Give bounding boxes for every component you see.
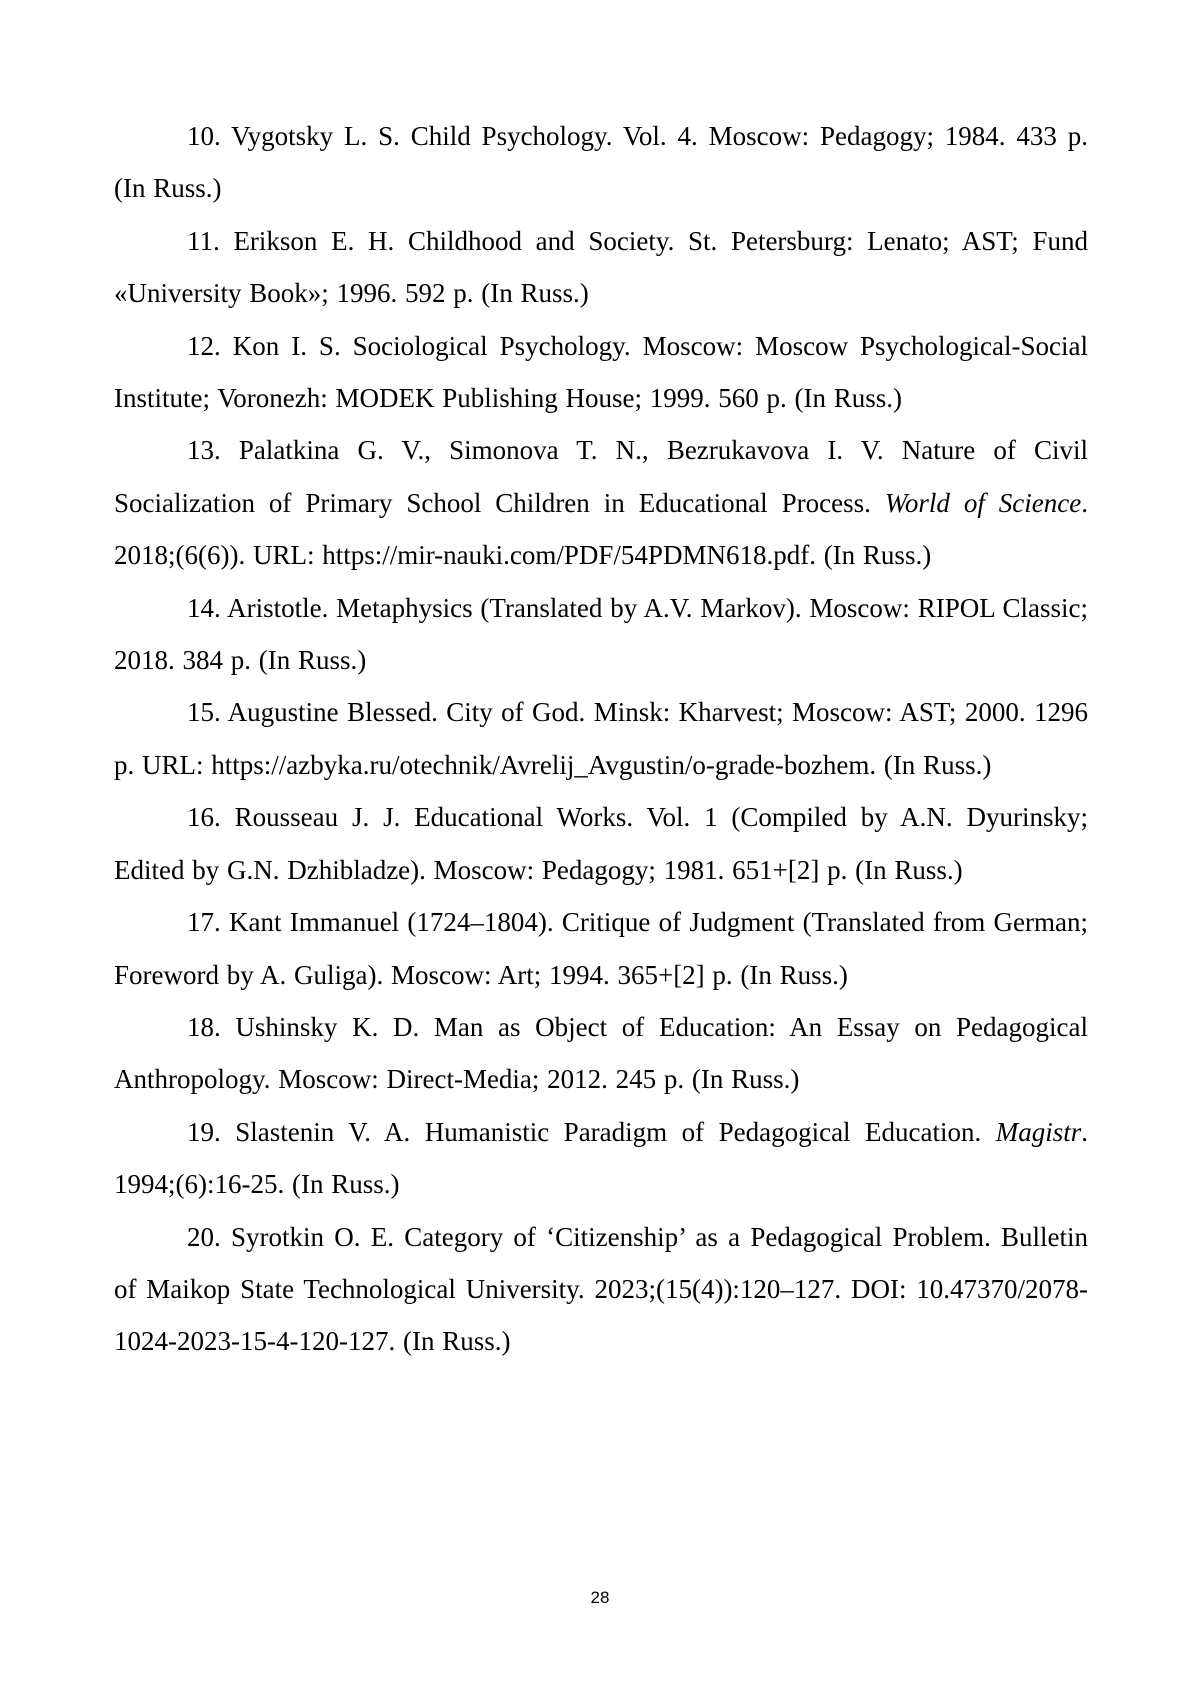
reference-text: Augustine Blessed. City of God. Minsk: Kharvest; Moscow: AST; 2000. 1296 p. URL: https://azbyka.ru/otechnik/Avrelij_Avgustin/o-grade-bozhem. (In Russ.) (114, 697, 1088, 780)
reference-item (114, 215, 1088, 320)
reference-text: Vygotsky L. S. Child Psychology. Vol. 4. Moscow: Pedagogy; 1984. 433 p. (In Russ.) (114, 121, 1089, 204)
reference-item (114, 1211, 1088, 1368)
reference-number: 14. (187, 592, 221, 623)
page-number: 28 (590, 1588, 610, 1607)
reference-number: 10. (187, 121, 221, 151)
reference-number: 11. (187, 225, 220, 256)
reference-text-tail: . 1994;(6):16-25. (In Russ.) (114, 1116, 1088, 1200)
reference-item (114, 424, 1088, 581)
journal-title: Magistr (995, 1116, 1082, 1147)
reference-text: Syrotkin O. E. Category of ‘Citizenship’ as a Pedagogical Problem. Bulletin of Maikop State Technological University. 2023;(15(4)):120–127. DOI: 10.47370/2078-1024-2023-15-4-120-127. (In Russ.) (114, 1221, 1089, 1357)
reference-item (114, 896, 1088, 1001)
reference-text: Slastenin V. A. Humanistic Paradigm of Pedagogical Education. (235, 1116, 996, 1147)
reference-number: 16. (187, 802, 221, 833)
reference-number: 19. (187, 1116, 221, 1147)
reference-text: Kant Immanuel (1724–1804). Critique of Judgment (Translated from German; Foreword by A. Guliga). Moscow: Art; 1994. 365+[2] p. (In Russ.) (114, 907, 1089, 990)
reference-text-tail: . 2018;(6(6)). URL: https://mir-nauki.com/PDF/54PDMN618.pdf. (In Russ.) (114, 487, 1088, 571)
reference-item (114, 320, 1088, 425)
reference-item (114, 1001, 1088, 1106)
reference-text: Ushinsky K. D. Man as Object of Education: An Essay on Pedagogical Anthropology. Moscow: Direct-Media; 2012. 245 p. (In Russ.) (114, 1011, 1088, 1095)
reference-text: Palatkina G. V., Simonova T. N., Bezrukavova I. V. Nature of Civil Socialization of Primary School Children in Educational Process. (114, 435, 1088, 518)
reference-number: 18. (187, 1011, 221, 1042)
reference-item (114, 1106, 1088, 1211)
reference-number: 12. (187, 330, 221, 361)
reference-text: Aristotle. Metaphysics (Translated by A.V. Markov). Moscow: RIPOL Classic; 2018. 384 p. (In Russ.) (114, 592, 1089, 676)
reference-number: 15. (187, 697, 221, 728)
reference-item (114, 582, 1088, 687)
reference-text: Erikson E. H. Childhood and Society. St. Petersburg: Lenato; AST; Fund «University Book»; 1996. 592 p. (In Russ.) (114, 225, 1088, 309)
reference-number: 13. (187, 435, 221, 466)
reference-text: Kon I. S. Sociological Psychology. Moscow: Moscow Psychological-Social Institute; Voronezh: MODEK Publishing House; 1999. 560 p. (In Russ.) (114, 330, 1088, 414)
reference-item (114, 110, 1088, 215)
reference-item (114, 791, 1088, 896)
reference-item (114, 686, 1088, 791)
journal-title: World of Science (884, 487, 1082, 518)
reference-list (114, 110, 1088, 1368)
reference-text: Rousseau J. J. Educational Works. Vol. 1 (Compiled by A.N. Dyurinsky; Edited by G.N. Dzhibladze). Moscow: Pedagogy; 1981. 651+[2] p. (In Russ.) (114, 802, 1088, 885)
reference-number: 17. (187, 907, 221, 938)
reference-number: 20. (187, 1221, 221, 1252)
